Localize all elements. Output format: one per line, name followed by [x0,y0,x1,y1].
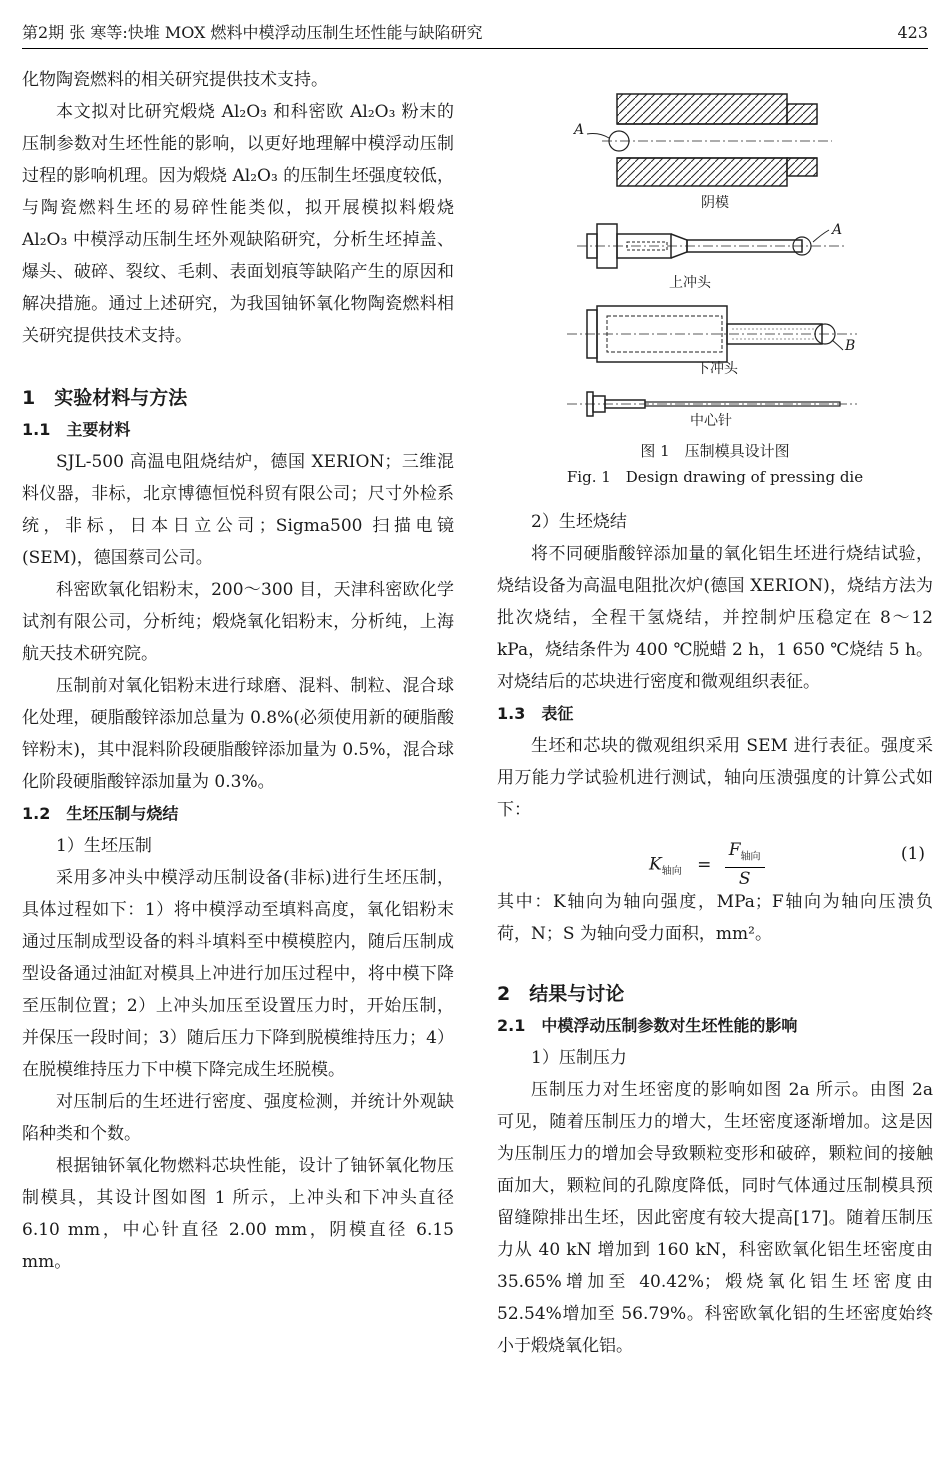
lower-punch-shape [567,306,857,362]
paragraph: 根据铀钚氧化物燃料芯块性能，设计了铀钚氧化物压制模具，其设计图如图 1 所示，上冲头和下冲头直径 6.10 mm，中心针直径 2.00 mm，阴模直径 6.15 mm。 [22,1156,454,1272]
die-shape [587,94,832,186]
paragraph: 对压制后的生坯进行密度、强度检测，并统计外观缺陷种类和个数。 [22,1092,454,1144]
left-column [22,64,454,1278]
figure-caption-en: Fig. 1 Design drawing of pressing die [566,468,864,486]
sub-item: 2）生坯烧结 [531,512,627,532]
formula-f-sub: 轴向 [740,851,761,863]
paragraph: 本文拟对比研究煅烧 Al₂O₃ 和科密欧 Al₂O₃ 粉末的压制参数对生坯性能的影响，以更好地理解中模浮动压制过程的影响机理。因为煅烧 Al₂O₃ 的压制生坯强度较低，与陶瓷燃料生坯的易碎性能类似，拟开展模拟料煅烧 Al₂O₃ 中模浮动压制生坯外观缺陷研究，分析生坯掉盖、爆头、破碎、裂纹、毛刺、表面划痕等缺陷产生的原因和解决措施。通过上述研究，为我国铀钚氧化物陶瓷燃料相关研究提供技术支持。 [22,102,454,346]
paragraph: 生坯和芯块的微观组织采用 SEM 进行表征。强度采用万能力学试验机进行测试，轴向压溃强度的计算公式如下： [497,736,933,820]
label-lower-punch: 下冲头 [696,361,738,377]
formula-eq: = [697,854,712,875]
mark-a-punch: A [832,222,843,238]
equation-number: (1) [900,844,925,864]
paragraph: 采用多冲头中模浮动压制设备(非标)进行生坯压制，具体过程如下：1）将中模浮动至填料高度，氧化铝粉末通过压制成型设备的料斗填料至中模模腔内，随后压制成型设备通过油缸对模具上冲进行加压过程中，将中模下降至压制位置；2）上冲头加压至设置压力时，开始压制，并保压一段时间；3）随后压力下降到脱模维持压力；4）在脱模维持压力下中模下降完成生坯脱模。 [22,868,454,1080]
mark-b: B [845,338,856,354]
paragraph: 科密欧氧化铝粉末，200～300 目，天津科密欧化学试剂有限公司，分析纯；煅烧氧化铝粉末，分析纯，上海航天技术研究院。 [22,580,454,664]
equation-1 [497,832,933,890]
header-title: 第2期 张 寒等:快堆 MOX 燃料中模浮动压制生坯性能与缺陷研究 [22,23,483,42]
subsection-heading: 2.1 中模浮动压制参数对生坯性能的影响 [497,1016,798,1035]
label-upper-punch: 上冲头 [669,275,711,291]
formula-k-sub: 轴向 [661,866,682,878]
right-column [497,64,933,1362]
sub-item: 1）生坯压制 [56,836,152,856]
paragraph: 其中：K轴向为轴向强度，MPa；F轴向为轴向压溃负荷，N；S 为轴向受力面积，mm²。 [497,892,933,944]
section-heading: 2 结果与讨论 [497,983,625,1005]
section-heading: 1 实验材料与方法 [22,387,188,409]
paragraph: 压制压力对生坯密度的影响如图 2a 所示。由图 2a 可见，随着压制压力的增大，生坯密度逐渐增加。这是因为压制压力的增加会导致颗粒变形和破碎，颗粒间的接触面加大，颗粒间的孔隙度降低，同时气体通过压制模具预留缝隙排出生坯，因此密度有较大提高[17]。随着压制压力从 40 kN 增加到 160 kN，科密欧氧化铝生坯密度由 35.65%增加至 40.42%；煅烧氧化铝生坯密度由 52.54%增加至 56.79%。科密欧氧化铝的生坯密度始终小于煅烧氧化铝。 [497,1080,933,1356]
subsection-heading: 1.2 生坯压制与烧结 [22,804,179,823]
page-number: 423 [897,23,928,42]
upper-punch-shape [577,224,847,268]
paragraph: 将不同硬脂酸锌添加量的氧化铝生坯进行烧结试验，烧结设备为高温电阻批次炉(德国 XERION)，烧结方法为批次烧结，全程干氢烧结，并控制炉压稳定在 8～12 kPa，烧结条件为 400 ℃脱蜡 2 h，1 650 ℃烧结 5 h。对烧结后的芯块进行密度和微观组织表征。 [497,544,933,692]
mark-a-die: A [574,122,585,138]
figure-caption-cn: 图 1 压制模具设计图 [640,442,790,460]
paragraph: 化物陶瓷燃料的相关研究提供技术支持。 [22,70,328,90]
formula-s: S [738,869,751,890]
figure-1 [497,74,933,429]
formula-f: F [728,840,741,860]
formula-k: K [649,854,662,875]
running-header [22,18,928,49]
sub-item: 1）压制压力 [531,1048,627,1068]
subsection-heading: 1.3 表征 [497,704,574,723]
subsection-heading: 1.1 主要材料 [22,420,131,439]
paragraph: 压制前对氧化铝粉末进行球磨、混料、制粒、混合球化处理，硬脂酸锌添加总量为 0.8%(必须使用新的硬脂酸锌粉末)，其中混料阶段硬脂酸锌添加量为 0.5%，混合球化阶段硬脂酸锌添加量为 0.3%。 [22,676,454,792]
label-center-pin: 中心针 [690,413,732,429]
paragraph: SJL-500 高温电阻烧结炉，德国 XERION；三维混料仪器，非标，北京博德恒悦科贸有限公司；尺寸外检系统，非标，日本日立公司；Sigma500 扫描电镜(SEM)，德国蔡司公司。 [22,452,454,568]
label-die: 阴模 [701,195,729,211]
